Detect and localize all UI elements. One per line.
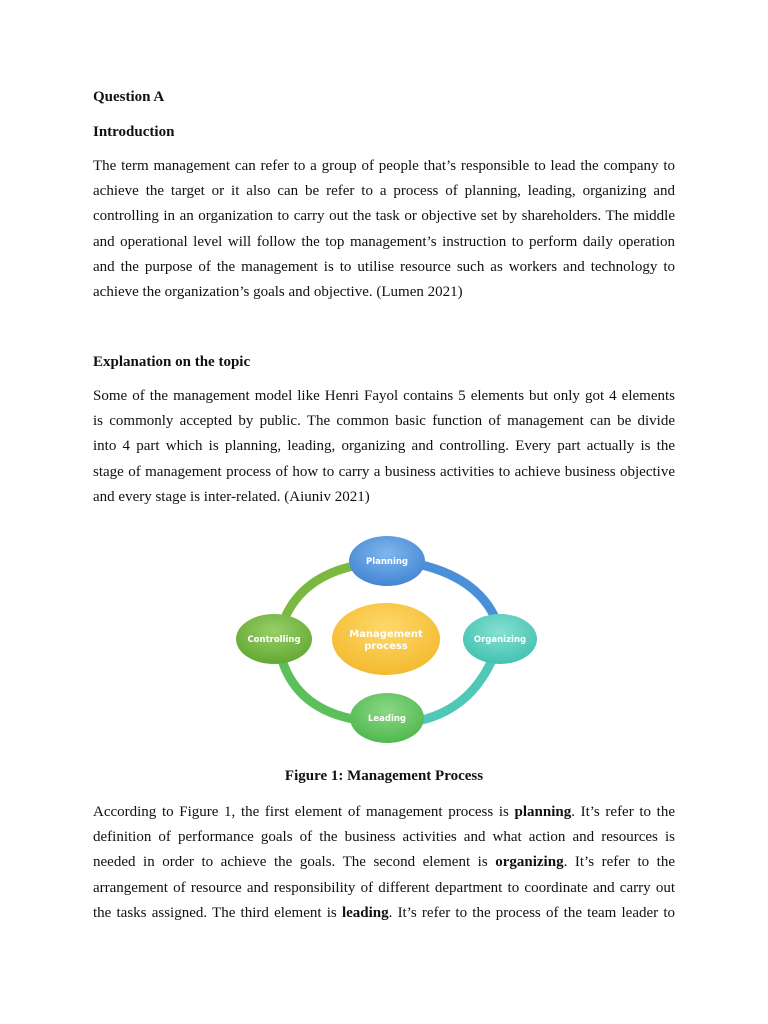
- text-run: needed in order to achieve the goals. The second element is: [93, 854, 496, 871]
- controlling-label: Controlling: [247, 635, 301, 645]
- figure-explanation-paragraph: [93, 800, 675, 926]
- explanation-paragraph: [93, 384, 675, 510]
- explanation-line: into 4 part which is planning, leading, organizing and controlling. Every part actually is the: [93, 438, 675, 455]
- intro-line: and operational level will follow the top management’s instruction to perform daily operation: [93, 233, 675, 250]
- text-run: . It’s refer to the: [563, 854, 675, 871]
- figure-explanation-line: [93, 850, 675, 875]
- introduction-heading: Introduction: [93, 124, 175, 140]
- figure-explanation-line: definition of performance goals of the business activities and what action and resources is: [93, 829, 675, 846]
- text-run: the tasks assigned. The third element is: [93, 904, 342, 921]
- figure-explanation-line: arrangement of resource and responsibility of different department to coordinate and carry out: [93, 879, 675, 896]
- figure-explanation-line: [93, 901, 675, 926]
- leading-label: Leading: [367, 714, 407, 724]
- figure-caption: Figure 1: Management Process: [284, 768, 484, 784]
- text-run: . It’s refer to the process of the team leader to: [388, 904, 675, 921]
- explanation-heading: Explanation on the topic: [93, 354, 251, 370]
- ring-arc-organizing-leading: [422, 660, 492, 720]
- intro-line: The term management can refer to a group of people that’s responsible to lead the company to: [93, 158, 675, 174]
- question-heading: Question A: [93, 89, 165, 105]
- explanation-line: and every stage is inter-related. (Aiuniv 2021): [93, 488, 370, 505]
- organizing-label: Organizing: [473, 635, 527, 645]
- intro-line: achieve the organization’s goals and objective. (Lumen 2021): [93, 284, 463, 301]
- explanation-line: stage of management process of how to carry a business activities to achieve business objective: [93, 463, 675, 480]
- center-label-line2: process: [364, 641, 408, 652]
- keyword-leading: leading: [341, 904, 389, 921]
- keyword-planning: planning: [514, 804, 572, 820]
- text-run: . It’s refer to the: [571, 804, 675, 820]
- text-run: According to Figure 1, the first element of management process is: [93, 804, 515, 820]
- ring-arc-controlling-planning: [284, 565, 358, 620]
- management-process-diagram: [230, 530, 548, 748]
- intro-line: and the purpose of the management is to utilise resource such as workers and technology to: [93, 258, 675, 275]
- keyword-organizing: organizing: [495, 854, 564, 871]
- planning-label: Planning: [365, 557, 409, 567]
- explanation-line: is commonly accepted by public. The common basic function of management can be divide: [93, 413, 675, 430]
- ring-arc-leading-controlling: [282, 660, 358, 720]
- explanation-line: Some of the management model like Henri Fayol contains 5 elements but only got 4 elements: [93, 388, 675, 404]
- intro-line: controlling in an organization to carry out the task or objective set by shareholders. The middle: [93, 208, 675, 225]
- figure-explanation-line: [93, 800, 675, 825]
- intro-line: achieve the target or it also can be refer to a process of planning, leading, organizing and: [93, 183, 675, 200]
- center-label-line1: Management: [349, 629, 423, 640]
- introduction-paragraph: [93, 154, 675, 305]
